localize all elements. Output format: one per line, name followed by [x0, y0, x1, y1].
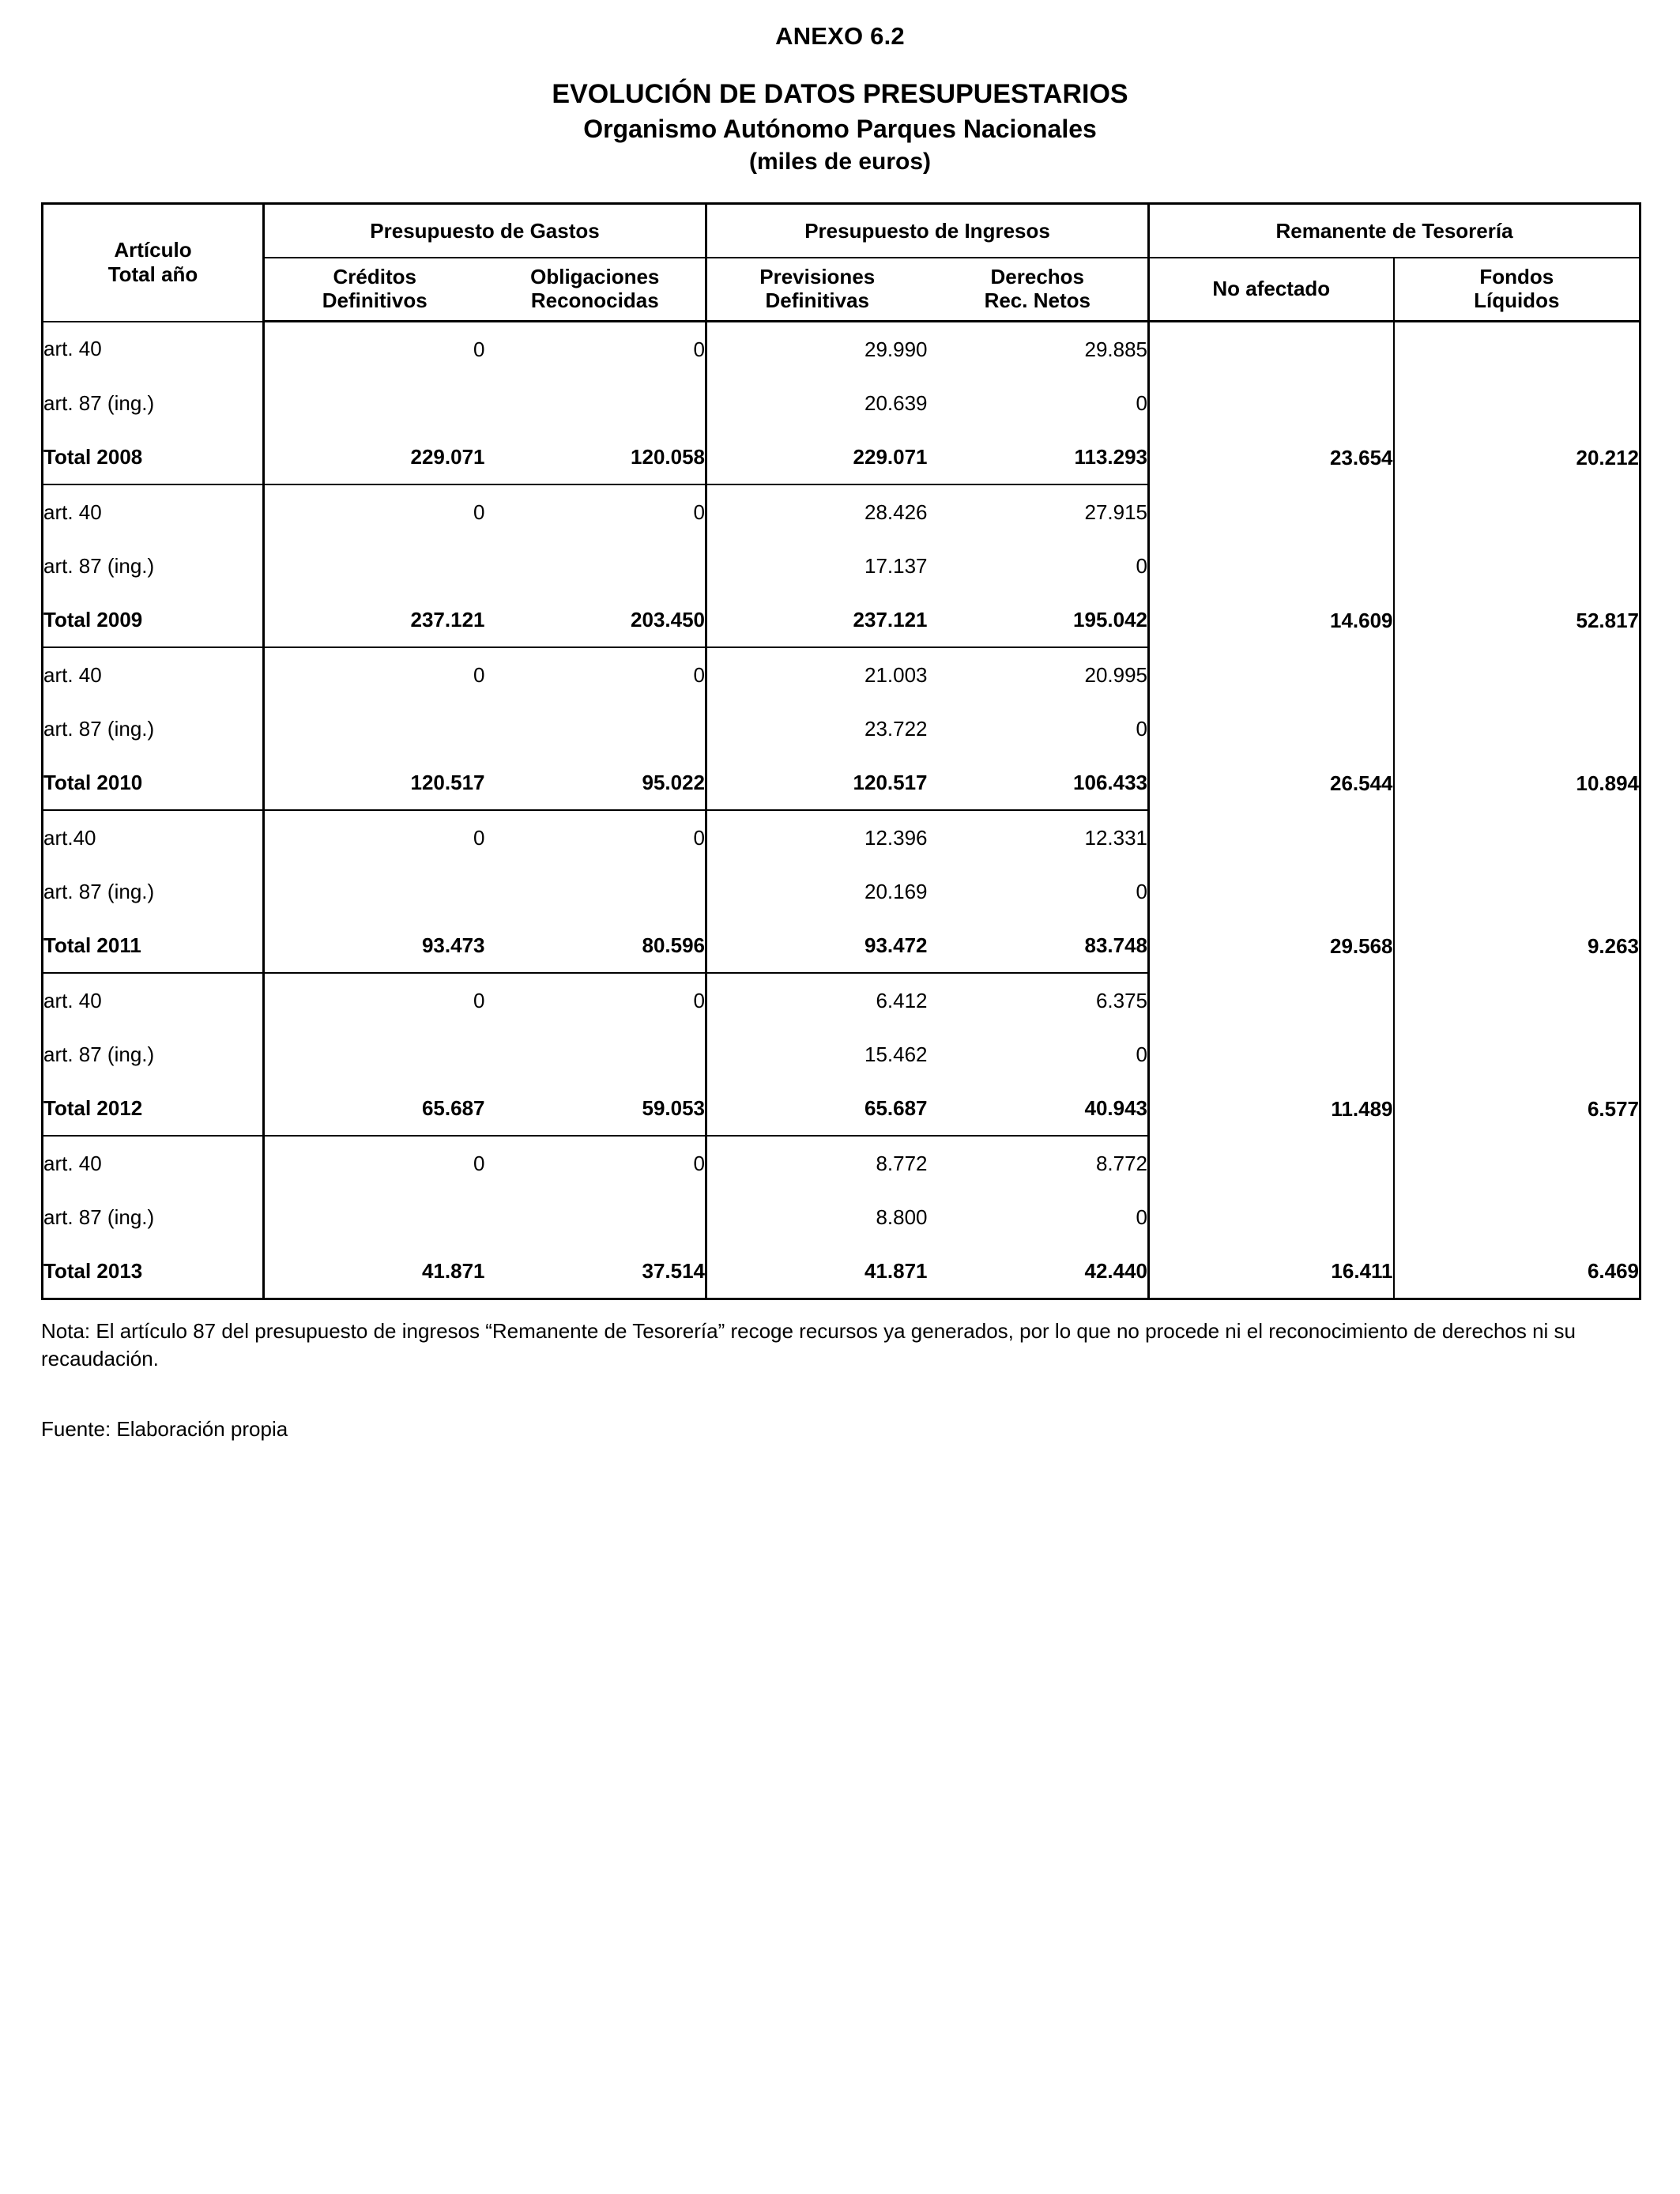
cell-obligaciones-reconocidas — [485, 376, 706, 430]
cell-obligaciones-reconocidas: 203.450 — [485, 593, 706, 647]
header-no-afectado-line1: No afectado — [1212, 277, 1331, 301]
cell-article-label: Total 2012 — [43, 1081, 264, 1136]
cell-previsiones-definitivas: 229.071 — [706, 430, 928, 484]
header-fondos-line2: Líquidos — [1474, 288, 1560, 312]
header-previsiones-line1: Previsiones — [759, 265, 876, 289]
cell-previsiones-definitivas: 15.462 — [864, 1042, 928, 1066]
header-derechos-line2: Rec. Netos — [984, 288, 1090, 312]
cell-creditos-definitivos: 0 — [473, 662, 485, 687]
cell-article-label: art. 87 (ing.) — [43, 376, 264, 430]
cell-derechos-rec-netos: 106.433 — [928, 756, 1149, 810]
cell-previsiones-definitivas: 17.137 — [864, 553, 928, 578]
cell-obligaciones-reconocidas — [485, 539, 706, 593]
cell-previsiones-definitivas: 120.517 — [706, 756, 928, 810]
cell-creditos-definitivos: 0 — [473, 337, 485, 361]
header-creditos-line1: Créditos — [333, 265, 416, 289]
cell-article-label: Total 2011 — [43, 918, 264, 973]
cell-derechos-rec-netos: 113.293 — [928, 430, 1149, 484]
cell-article-label: art. 87 (ing.) — [43, 1190, 264, 1244]
table-row — [43, 322, 1640, 377]
header-previsiones-line2: Definitivas — [765, 288, 870, 312]
table-header — [43, 204, 1640, 322]
cell-previsiones-definitivas: 29.990 — [864, 337, 928, 361]
table-source: Fuente: Elaboración propia — [41, 1417, 288, 1442]
cell-article-label: Total 2013 — [43, 1244, 264, 1299]
cell-creditos-definitivos — [264, 1027, 485, 1081]
annex-number: ANEXO 6.2 — [775, 22, 905, 50]
cell-article-label: art. 87 (ing.) — [43, 539, 264, 593]
cell-article-label: art. 40 — [43, 484, 264, 539]
header-article-line2: Total año — [107, 262, 198, 287]
cell-previsiones-definitivas: 20.169 — [864, 879, 928, 903]
cell-obligaciones-reconocidas: 59.053 — [485, 1081, 706, 1136]
document-title: EVOLUCIÓN DE DATOS PRESUPUESTARIOS — [552, 79, 1128, 109]
cell-derechos-rec-netos: 20.995 — [928, 647, 1149, 702]
cell-article-label: Total 2010 — [43, 756, 264, 810]
cell-creditos-definitivos — [264, 1190, 485, 1244]
table-header-groups — [43, 204, 1640, 258]
cell-derechos-rec-netos: 12.331 — [928, 810, 1149, 865]
cell-no-afectado: 16.411 — [1149, 1136, 1394, 1299]
table-row — [43, 810, 1640, 865]
cell-fondos-liquidos: 9.263 — [1587, 934, 1640, 958]
cell-obligaciones-reconocidas — [485, 1190, 706, 1244]
header-derechos-line1: Derechos — [990, 265, 1085, 289]
cell-article-label: art. 87 (ing.) — [43, 702, 264, 756]
cell-obligaciones-reconocidas: 37.514 — [485, 1244, 706, 1299]
cell-creditos-definitivos: 93.473 — [264, 918, 485, 973]
cell-previsiones-definitivas: 8.772 — [876, 1151, 928, 1175]
cell-fondos-liquidos: 6.577 — [1587, 1097, 1640, 1121]
cell-obligaciones-reconocidas: 0 — [485, 322, 706, 377]
cell-obligaciones-reconocidas: 0 — [485, 1136, 706, 1190]
document-subtitle: Organismo Autónomo Parques Nacionales — [583, 115, 1097, 143]
cell-article-label: art. 40 — [43, 973, 264, 1027]
cell-derechos-rec-netos: 29.885 — [928, 322, 1149, 377]
cell-fondos-liquidos: 20.212 — [1576, 446, 1640, 469]
cell-previsiones-definitivas: 28.426 — [864, 499, 928, 524]
cell-creditos-definitivos: 0 — [473, 1151, 485, 1175]
cell-obligaciones-reconocidas: 0 — [485, 973, 706, 1027]
cell-article-label: art. 40 — [43, 1136, 264, 1190]
cell-previsiones-definitivas: 41.871 — [864, 1258, 928, 1283]
cell-creditos-definitivos: 237.121 — [264, 593, 485, 647]
header-group-gastos: Presupuesto de Gastos — [264, 204, 706, 258]
cell-article-label: art. 87 (ing.) — [43, 1027, 264, 1081]
cell-article-label: Total 2008 — [43, 430, 264, 484]
cell-previsiones-definitivas: 6.412 — [876, 988, 928, 1012]
cell-creditos-definitivos: 120.517 — [264, 756, 485, 810]
cell-obligaciones-reconocidas: 0 — [485, 647, 706, 702]
cell-creditos-definitivos: 65.687 — [264, 1081, 485, 1136]
header-article-line1: Artículo — [114, 238, 192, 262]
cell-fondos-liquidos: 52.817 — [1576, 609, 1640, 632]
cell-derechos-rec-netos: 0 — [928, 702, 1149, 756]
cell-article-label: art. 40 — [43, 647, 264, 702]
cell-previsiones-definitivas: 20.639 — [864, 390, 928, 415]
budget-table — [41, 202, 1641, 1300]
cell-article-label: art. 40 — [43, 322, 264, 377]
cell-creditos-definitivos: 0 — [473, 499, 485, 524]
cell-previsiones-definitivas: 93.472 — [706, 918, 928, 973]
cell-obligaciones-reconocidas: 80.596 — [485, 918, 706, 973]
header-fondos-liquidos — [1394, 258, 1640, 322]
cell-no-afectado: 29.568 — [1149, 810, 1394, 973]
header-no-afectado — [1149, 258, 1394, 322]
cell-derechos-rec-netos: 8.772 — [928, 1136, 1149, 1190]
cell-previsiones-definitivas: 12.396 — [864, 825, 928, 850]
cell-derechos-rec-netos: 83.748 — [928, 918, 1149, 973]
cell-creditos-definitivos: 0 — [473, 825, 485, 850]
cell-creditos-definitivos — [264, 376, 485, 430]
cell-derechos-rec-netos: 0 — [928, 1027, 1149, 1081]
cell-derechos-rec-netos: 6.375 — [928, 973, 1149, 1027]
cell-previsiones-definitivas: 23.722 — [864, 716, 928, 741]
table-row — [43, 484, 1640, 539]
header-obligaciones-line2: Reconocidas — [530, 288, 659, 312]
cell-obligaciones-reconocidas — [485, 702, 706, 756]
cell-creditos-definitivos — [264, 865, 485, 918]
cell-obligaciones-reconocidas — [485, 865, 706, 918]
cell-derechos-rec-netos: 42.440 — [928, 1244, 1149, 1299]
cell-creditos-definitivos: 41.871 — [421, 1258, 485, 1283]
table-row — [43, 647, 1640, 702]
document-units: (miles de euros) — [748, 149, 932, 175]
cell-derechos-rec-netos: 0 — [928, 1190, 1149, 1244]
cell-no-afectado: 14.609 — [1149, 484, 1394, 647]
cell-creditos-definitivos: 0 — [473, 988, 485, 1012]
table-header-subcolumns — [43, 258, 1640, 322]
cell-fondos-liquidos: 6.469 — [1587, 1259, 1640, 1283]
table-note: Nota: El artículo 87 del presupuesto de ingresos “Remanente de Tesorería” recoge recursos ya generados, por lo que no procede ni el reconocimiento de derechos ni su recaudación. — [41, 1319, 1576, 1371]
cell-previsiones-definitivas: 65.687 — [706, 1081, 928, 1136]
header-obligaciones-reconocidas — [485, 258, 706, 322]
cell-article-label: art. 87 (ing.) — [43, 865, 264, 918]
cell-obligaciones-reconocidas: 95.022 — [485, 756, 706, 810]
table-body — [43, 322, 1640, 1299]
cell-obligaciones-reconocidas: 0 — [485, 484, 706, 539]
cell-derechos-rec-netos: 40.943 — [928, 1081, 1149, 1136]
header-creditos-line2: Definitivos — [322, 288, 428, 312]
cell-creditos-definitivos — [264, 539, 485, 593]
cell-obligaciones-reconocidas — [485, 1027, 706, 1081]
header-article — [43, 204, 264, 322]
cell-no-afectado: 26.544 — [1149, 647, 1394, 810]
cell-derechos-rec-netos: 0 — [928, 539, 1149, 593]
cell-no-afectado: 11.489 — [1149, 973, 1394, 1136]
header-fondos-line1: Fondos — [1479, 265, 1554, 289]
table-row — [43, 973, 1640, 1027]
cell-derechos-rec-netos: 27.915 — [928, 484, 1149, 539]
header-derechos-rec-netos — [928, 258, 1149, 322]
header-group-remanente: Remanente de Tesorería — [1149, 204, 1640, 258]
cell-obligaciones-reconocidas: 120.058 — [485, 430, 706, 484]
header-previsiones-definitivas — [706, 258, 928, 322]
cell-previsiones-definitivas: 21.003 — [864, 662, 928, 687]
cell-creditos-definitivos — [264, 702, 485, 756]
cell-no-afectado: 23.654 — [1149, 322, 1394, 485]
header-obligaciones-line1: Obligaciones — [530, 265, 660, 289]
header-creditos-definitivos — [264, 258, 485, 322]
title-block — [41, 22, 1639, 175]
cell-previsiones-definitivas: 237.121 — [706, 593, 928, 647]
cell-obligaciones-reconocidas: 0 — [485, 810, 706, 865]
table-row — [43, 1136, 1640, 1190]
cell-derechos-rec-netos: 195.042 — [928, 593, 1149, 647]
cell-article-label: art.40 — [43, 810, 264, 865]
cell-previsiones-definitivas: 8.800 — [876, 1204, 928, 1229]
cell-derechos-rec-netos: 0 — [928, 865, 1149, 918]
cell-creditos-definitivos: 229.071 — [264, 430, 485, 484]
cell-article-label: Total 2009 — [43, 593, 264, 647]
header-group-ingresos: Presupuesto de Ingresos — [706, 204, 1149, 258]
cell-fondos-liquidos: 10.894 — [1576, 771, 1640, 795]
cell-derechos-rec-netos: 0 — [928, 376, 1149, 430]
